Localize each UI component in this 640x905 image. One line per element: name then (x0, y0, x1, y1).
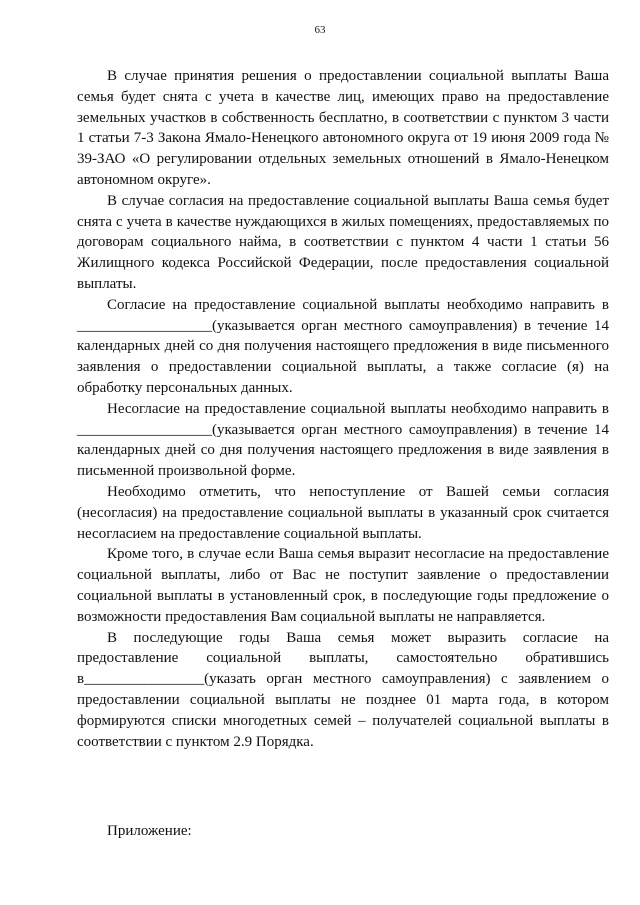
paragraph-withdrawal-land-registry: В случае принятия решения о предоставлении социальной выплаты Ваша семья будет снята с учета в качестве лиц, имеющих право на предоставление земельных участков в собственность бесплатно, в соответствии с пунктом 3 части 1 статьи 7-3 Закона Ямало-Ненецкого автономного округа от 19 июня 2009 года № 39-ЗАО «О регулировании отдельных земельных отношений в Ямало-Ненецком автономном округе». (77, 68, 609, 188)
paragraph-refusal-submission: Несогласие на предоставление социальной выплаты необходимо направить в __________________(указывается орган местного самоуправления) в течение 14 календарных дней со дня получения настоящего предложения в виде заявления в письменной произвольной форме. (77, 400, 609, 480)
paragraph-future-consent: В последующие годы Ваша семья может выразить согласие на предоставление социальной выплаты, самостоятельно обратившись в________________(указать орган местного самоуправления) с заявлением о предоставлении социальной выплаты не позднее 01 марта года, в котором формируются списки многодетных семей – получателей социальной выплаты в соответствии с пунктом 2.9 Порядка. (77, 629, 609, 750)
page-number: 63 (314, 24, 326, 36)
document-body (77, 66, 609, 752)
paragraph-refusal-consequences: Кроме того, в случае если Ваша семья выразит несогласие на предоставление социальной выплаты, либо от Вас не поступит заявление о предоставлении социальной выплаты в установленный срок, в последующие годы предложение о возможности предоставления Вам социальной выплаты не направляется. (77, 546, 609, 625)
paragraph-non-response-note: Необходимо отметить, что непоступление от Вашей семьи согласия (несогласия) на предоставление социальной выплаты в указанный срок считается несогласием на предоставление социальной выплаты. (77, 483, 609, 542)
paragraph-consent-submission: Согласие на предоставление социальной выплаты необходимо направить в __________________(указывается орган местного самоуправления) в течение 14 календарных дней со дня получения настоящего предложения в виде письменного заявления о предоставлении социальной выплаты, а также согласие (я) на обработку персональных данных. (77, 296, 609, 396)
appendix-label: Приложение: (107, 823, 192, 839)
paragraph-withdrawal-housing-registry: В случае согласия на предоставление социальной выплаты Ваша семья будет снята с учета в качестве нуждающихся в жилых помещениях, предоставляемых по договорам социального найма, в соответствии с пунктом 4 части 1 статьи 56 Жилищного кодекса Российской Федерации, после предоставления социальной выплаты. (77, 192, 609, 292)
